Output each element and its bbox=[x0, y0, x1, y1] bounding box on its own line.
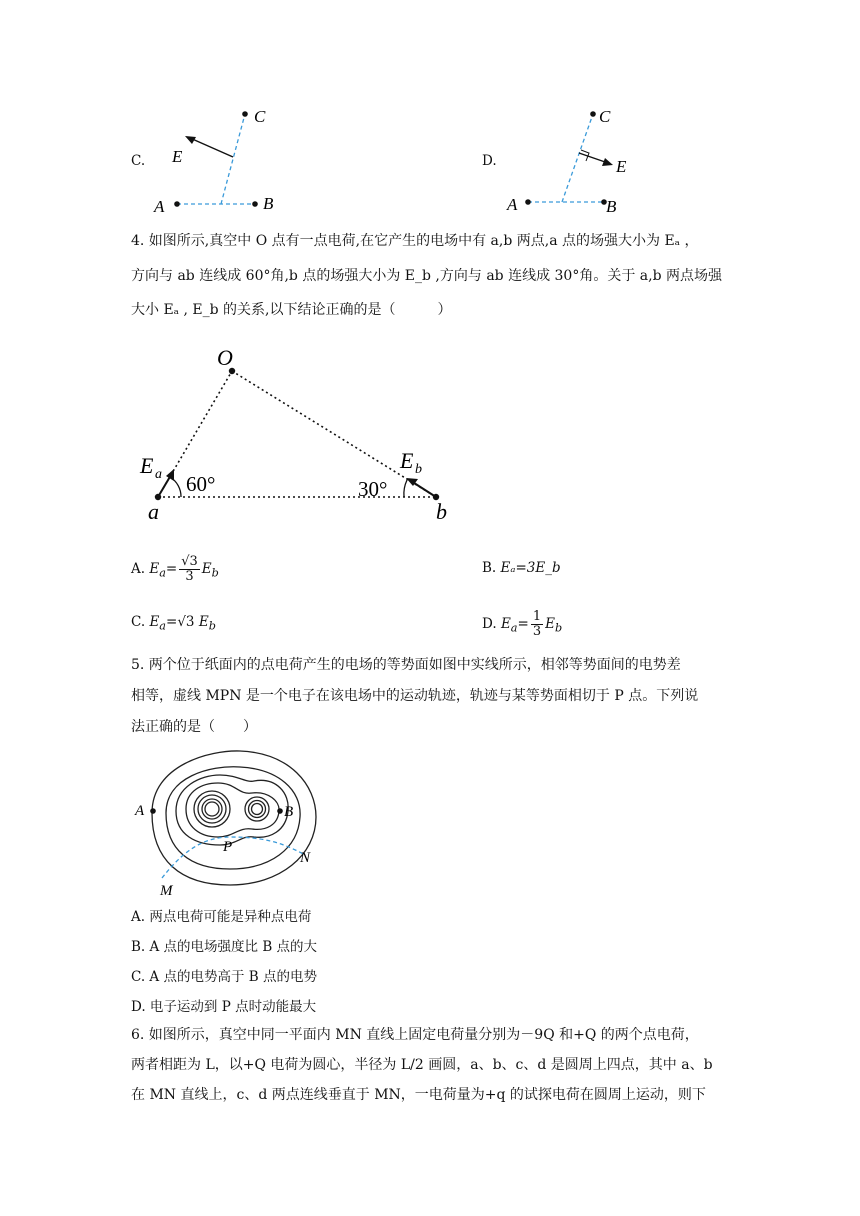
equals: = bbox=[165, 561, 178, 577]
subscript: a bbox=[159, 566, 166, 580]
q4-text-line-2: 方向与 ab 连线成 60°角,b 点的场强大小为 E_b ,方向与 ab 连线成 30°角。关于 a,b 两点场强 bbox=[131, 268, 722, 284]
q4-figure bbox=[130, 340, 470, 530]
e-symbol: E bbox=[500, 616, 511, 632]
sqrt-three: √3 bbox=[177, 614, 195, 630]
denominator: 3 bbox=[532, 624, 542, 639]
point-a-label: A bbox=[507, 195, 518, 214]
ea-label: E bbox=[140, 453, 154, 478]
q4-text-line-3: 大小 Eₐ , E_b 的关系,以下结论正确的是（ ） bbox=[131, 302, 452, 318]
numerator: √3 bbox=[181, 554, 198, 569]
option-label: A. bbox=[131, 561, 150, 577]
q4-option-c[interactable] bbox=[131, 612, 216, 637]
subscript: b bbox=[211, 566, 219, 580]
subscript: b bbox=[208, 619, 216, 633]
option-text: Eₐ=3E_b bbox=[500, 560, 561, 576]
option-label: D. bbox=[482, 616, 501, 632]
q3-option-d-label: D. bbox=[482, 153, 497, 169]
ea-subscript: a bbox=[155, 467, 162, 482]
fraction bbox=[179, 555, 200, 584]
point-b-label: b bbox=[436, 499, 447, 524]
point-b-label: B bbox=[606, 197, 617, 215]
e-symbol: E bbox=[201, 561, 212, 577]
eb-label: E bbox=[400, 448, 414, 473]
q3-option-c-label: C. bbox=[131, 153, 146, 169]
subscript: b bbox=[554, 621, 563, 635]
point-b-label: B bbox=[284, 804, 294, 820]
q6-text-line-3: 在 MN 直线上，c、d 两点连线垂直于 MN，一电荷量为+q 的试探电荷在圆周上运动，则下 bbox=[131, 1087, 706, 1103]
field-e-label: E bbox=[616, 157, 627, 176]
equals: = bbox=[517, 616, 529, 632]
q4-option-a[interactable] bbox=[131, 551, 219, 587]
point-p-label: P bbox=[223, 839, 233, 855]
q5-option-d[interactable]: D. 电子运动到 P 点时动能最大 bbox=[131, 999, 317, 1015]
q4-option-b[interactable] bbox=[482, 558, 561, 578]
q5-option-b[interactable]: B. A 点的电场强度比 B 点的大 bbox=[131, 939, 318, 955]
q6-text-line-2: 两者相距为 L，以+Q 电荷为圆心，半径为 L/2 画圆，a、b、c、d 是圆周上四点，其中 a、b bbox=[131, 1057, 713, 1073]
q5-text-line-3: 法正确的是（ ） bbox=[131, 719, 257, 735]
q3-option-d-diagram bbox=[500, 100, 640, 215]
field-e-label: E bbox=[172, 147, 183, 166]
point-c-label: C bbox=[254, 107, 266, 126]
q5-option-a[interactable]: A. 两点电荷可能是异种点电荷 bbox=[131, 909, 312, 925]
point-n-label: N bbox=[300, 850, 311, 866]
e-symbol: E bbox=[149, 561, 160, 577]
q5-equipotential-figure bbox=[130, 745, 330, 905]
option-label: B. bbox=[482, 560, 501, 576]
q4-option-d[interactable] bbox=[482, 606, 562, 642]
angle-30-label: 30° bbox=[358, 477, 388, 501]
q4-text-line-1: 4. 如图所示,真空中 O 点有一点电荷,在它产生的电场中有 a,b 两点,a 点的场强大小为 Eₐ ， bbox=[131, 233, 699, 249]
point-a-label: A bbox=[135, 803, 145, 819]
point-a-label: A bbox=[154, 197, 165, 215]
point-c-label: C bbox=[599, 107, 611, 126]
point-b-label: B bbox=[263, 194, 274, 213]
equals: = bbox=[166, 614, 178, 630]
point-m-label: M bbox=[160, 883, 173, 899]
point-o-label: O bbox=[217, 345, 233, 370]
subscript: a bbox=[159, 619, 167, 633]
q6-text-line-1: 6. 如图所示，真空中同一平面内 MN 直线上固定电荷量分别为－9Q 和+Q 的两个点电荷， bbox=[131, 1027, 699, 1043]
eb-subscript: b bbox=[415, 462, 422, 477]
e-symbol: E bbox=[198, 614, 209, 630]
e-symbol: E bbox=[545, 616, 555, 632]
q5-text-line-2: 相等，虚线 MPN 是一个电子在该电场中的运动轨迹，轨迹与某等势面相切于 P 点。下列说 bbox=[131, 688, 699, 704]
angle-60-label: 60° bbox=[186, 472, 216, 496]
point-a-label: a bbox=[148, 499, 159, 524]
fraction bbox=[531, 610, 543, 639]
denominator: 3 bbox=[185, 569, 194, 584]
q5-text-line-1: 5. 两个位于纸面内的点电荷产生的电场的等势面如图中实线所示，相邻等势面间的电势差 bbox=[131, 657, 681, 673]
q3-option-c-diagram bbox=[150, 100, 290, 215]
e-symbol: E bbox=[149, 614, 160, 630]
option-label: C. bbox=[131, 614, 150, 630]
numerator: 1 bbox=[532, 609, 542, 624]
subscript: a bbox=[510, 621, 518, 635]
q5-option-c[interactable]: C. A 点的电势高于 B 点的电势 bbox=[131, 969, 317, 985]
